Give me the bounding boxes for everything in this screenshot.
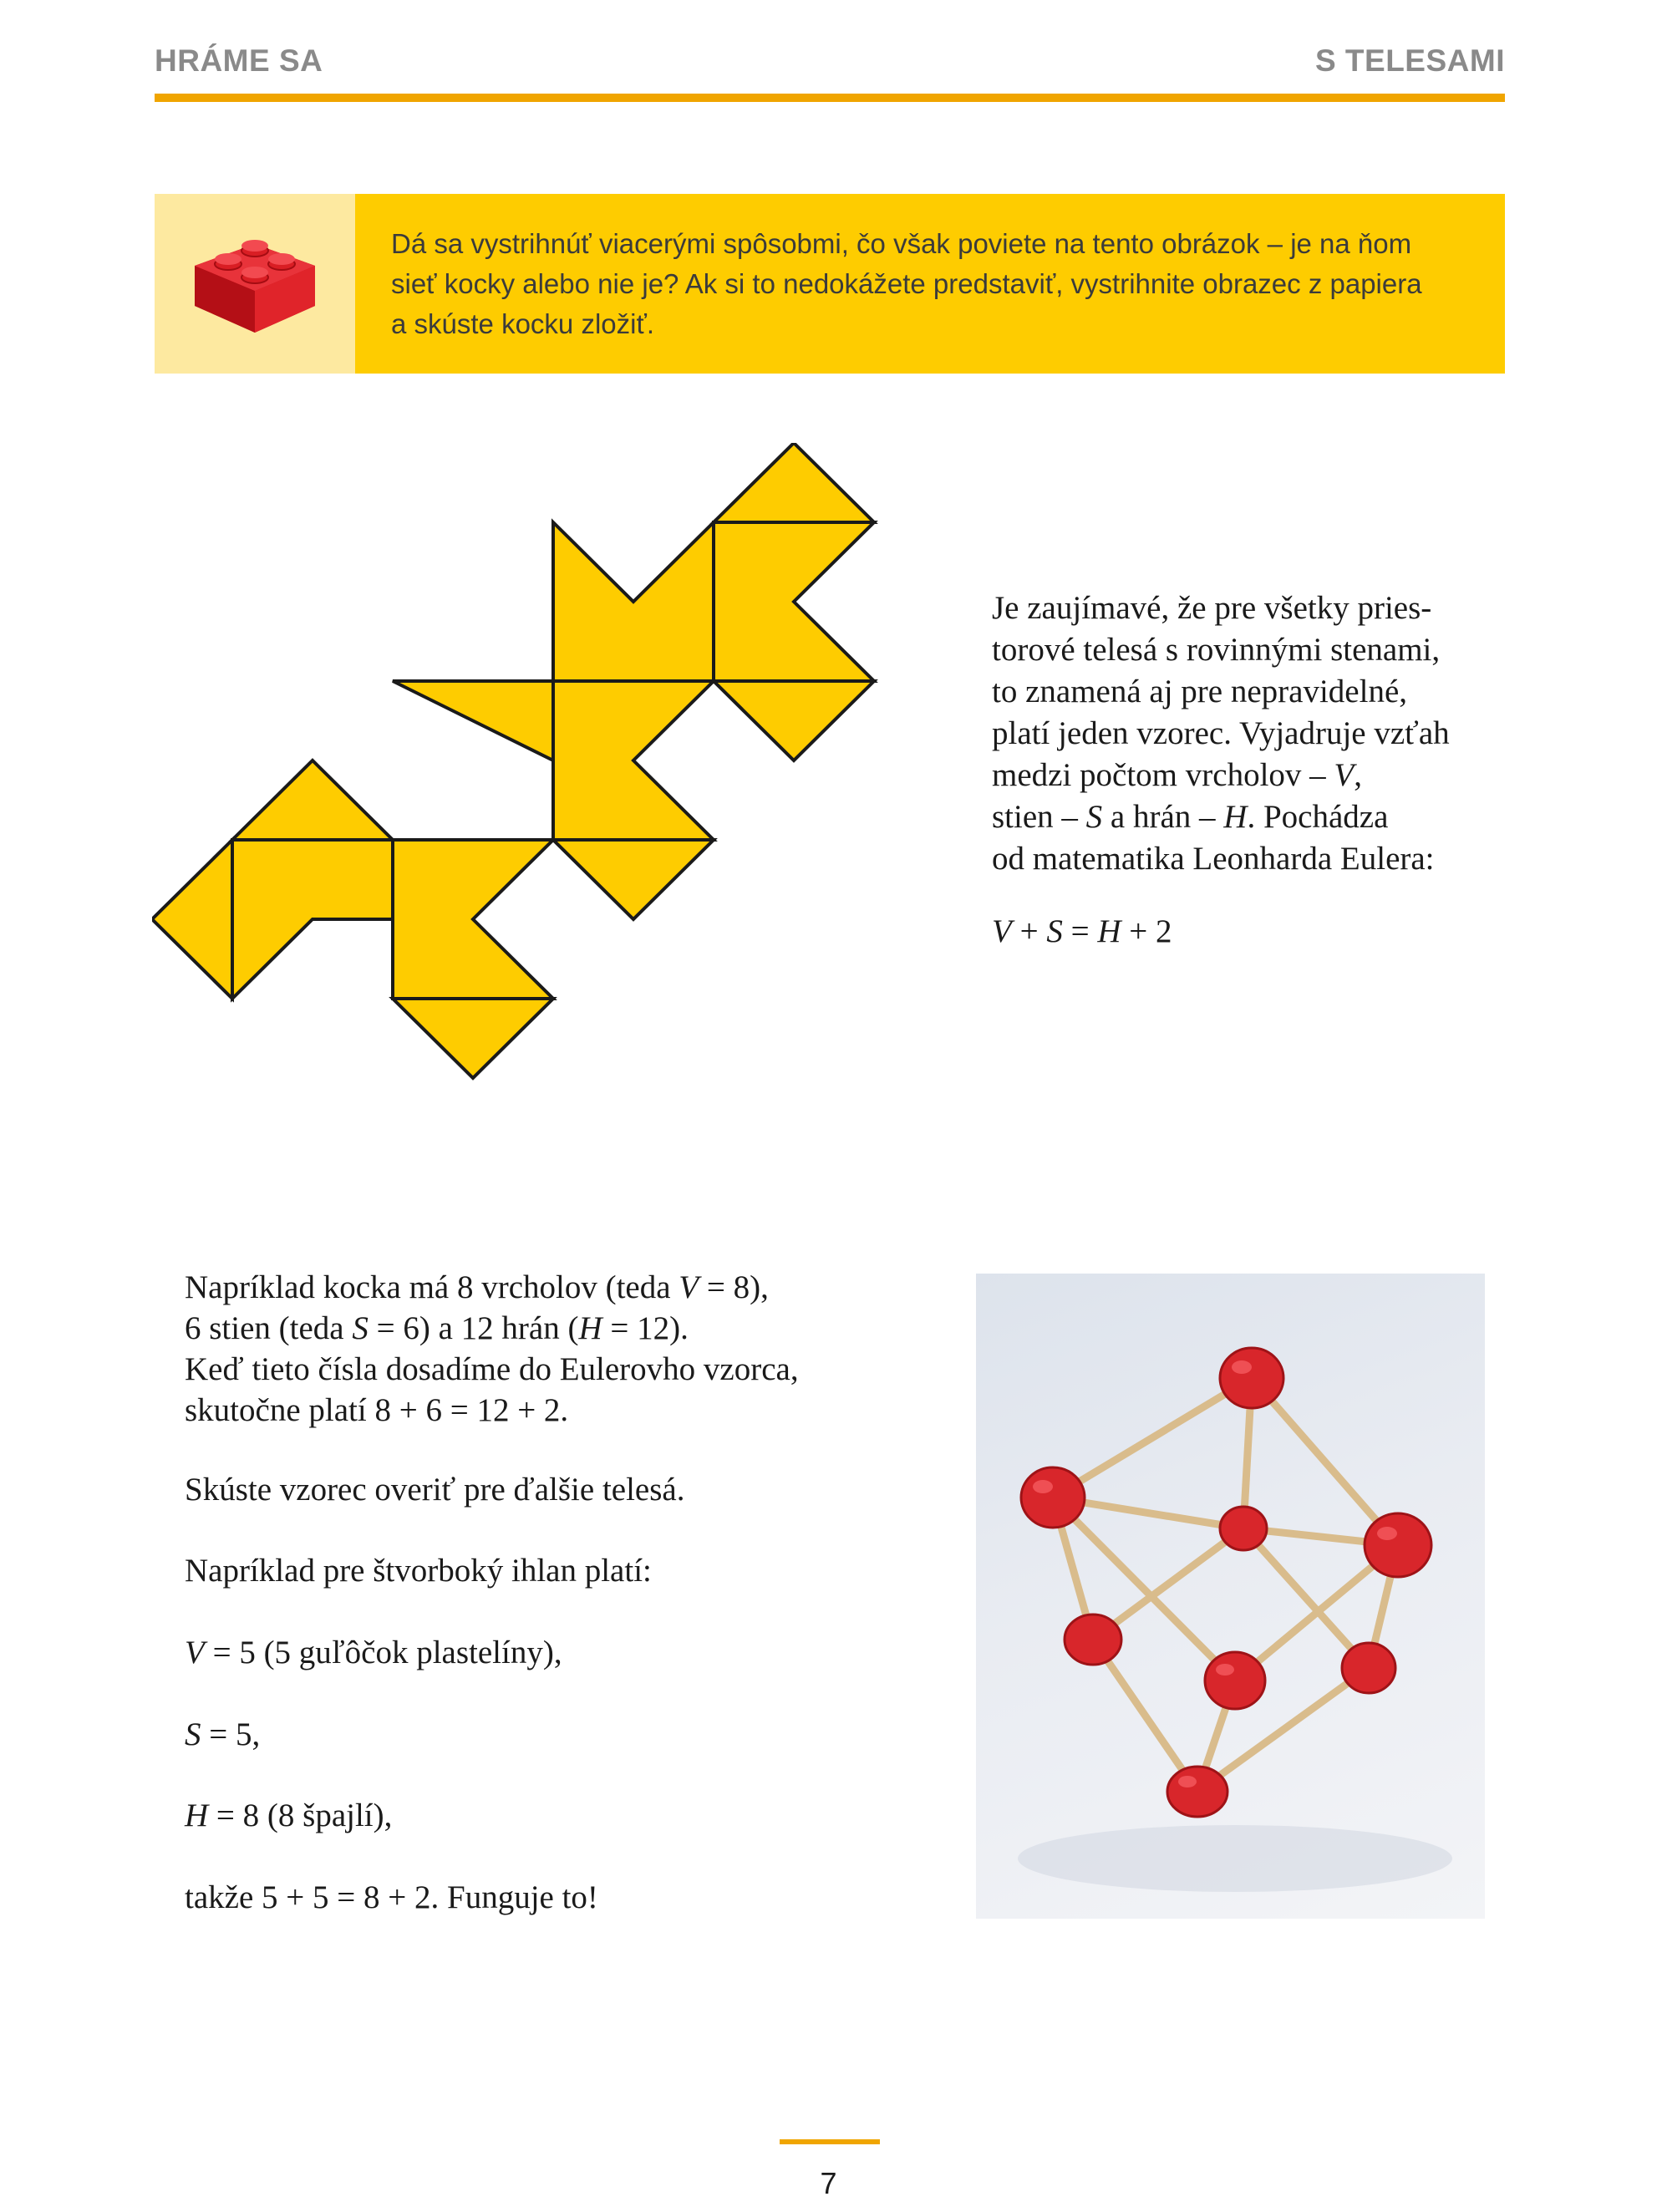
operator: + 2 <box>1121 913 1172 949</box>
text-line <box>992 796 1510 838</box>
text-line: od matematika Leonharda Eulera: <box>992 841 1435 877</box>
plasticine-ball <box>1021 1467 1085 1528</box>
variable: H <box>1223 799 1248 835</box>
pyramid-faces <box>185 1716 260 1753</box>
text-fragment: = 8), <box>699 1269 769 1305</box>
variable: S <box>1085 799 1103 835</box>
pyramid-vertices <box>185 1634 562 1671</box>
variable: S <box>352 1310 369 1346</box>
page-number: 7 <box>820 2166 837 2200</box>
plasticine-ball <box>1220 1507 1267 1550</box>
pyramid-edges <box>185 1797 392 1834</box>
text-line <box>992 755 1510 796</box>
plasticine-ball <box>1065 1615 1121 1665</box>
tip-line: sieť kocky alebo nie je? Ak si to nedokážete predstaviť, vystrihnite obrazec z papiera <box>391 268 1422 299</box>
text-line <box>185 1267 937 1308</box>
tip-line: Dá sa vystrihnúť viacerými spôsobmi, čo však poviete na tento obrázok – je na ňom <box>391 228 1412 259</box>
variable: V <box>185 1635 205 1670</box>
example-paragraph <box>185 1267 937 1431</box>
text-fragment: , <box>1354 757 1362 793</box>
net-piece <box>152 840 232 999</box>
variable: V <box>679 1269 699 1305</box>
header-section-left: HRÁME SA <box>155 43 323 78</box>
text-fragment: = 12). <box>602 1310 689 1346</box>
variable: V <box>992 913 1012 949</box>
text-fragment: = 8 (8 špajlí), <box>208 1798 393 1833</box>
net-piece <box>553 840 714 919</box>
tip-icon-cell <box>155 194 355 374</box>
variable: S <box>185 1716 201 1752</box>
plasticine-cube-illustration <box>976 1274 1485 1919</box>
net-piece <box>232 760 393 840</box>
pyramid-intro: Napríklad pre štvorboký ihlan platí: <box>185 1553 652 1589</box>
net-shapes <box>152 443 874 1078</box>
text-line: platí jeden vzorec. Vyjadruje vzťah <box>992 715 1450 751</box>
text-line: Keď tieto čísla dosadíme do Eulerovho vzorca, <box>185 1351 799 1387</box>
text-fragment: 6 stien (teda <box>185 1310 353 1346</box>
footer-divider <box>780 2139 880 2144</box>
variable: S <box>1046 913 1063 949</box>
header-divider <box>155 94 1505 102</box>
text-fragment: = 6) a 12 hrán ( <box>368 1310 579 1346</box>
tip-box <box>155 194 1505 374</box>
verify-paragraph: Skúste vzorec overiť pre ďalšie telesá. <box>185 1472 685 1508</box>
tip-text <box>391 224 1469 344</box>
lego-brick-icon <box>188 226 322 343</box>
text-fragment: medzi počtom vrcholov – <box>992 757 1334 793</box>
text-line: torové telesá s rovinnými stenami, <box>992 632 1441 668</box>
header-section-right: S TELESAMI <box>1314 43 1505 78</box>
net-piece <box>714 443 874 522</box>
variable: H <box>1097 913 1121 949</box>
net-piece <box>714 522 874 681</box>
text-fragment: stien – <box>992 799 1086 835</box>
conclusion: takže 5 + 5 = 8 + 2. Funguje to! <box>185 1879 598 1915</box>
text-line: Je zaujímavé, že pre všetky pries- <box>992 590 1432 626</box>
text-line: to znamená aj pre nepravidelné, <box>992 674 1408 709</box>
text-fragment: a hrán – <box>1102 799 1224 835</box>
text-fragment: = 5 (5 guľôčok plastelíny), <box>204 1635 562 1670</box>
euler-formula <box>992 913 1172 950</box>
plasticine-ball <box>1220 1348 1283 1408</box>
variable: H <box>185 1798 209 1833</box>
text-line <box>185 1308 937 1349</box>
text-fragment: = 5, <box>201 1716 261 1752</box>
net-piece <box>553 522 714 681</box>
tip-line: a skúste kocku zložiť. <box>391 308 654 339</box>
plasticine-ball <box>1167 1767 1228 1817</box>
variable: V <box>1334 757 1355 793</box>
operator: = <box>1062 913 1098 949</box>
net-piece <box>714 681 874 760</box>
cube-net-figure <box>152 443 887 1095</box>
net-piece <box>393 999 553 1078</box>
plasticine-ball <box>1342 1643 1395 1693</box>
variable: H <box>578 1310 602 1346</box>
text-fragment: . Pochádza <box>1247 799 1389 835</box>
text-line: skutočne platí 8 + 6 = 12 + 2. <box>185 1392 569 1428</box>
euler-paragraph <box>992 587 1510 880</box>
cube-model-photo <box>976 1274 1485 1919</box>
plasticine-ball <box>1365 1513 1431 1577</box>
text-fragment: Napríklad kocka má 8 vrcholov (teda <box>185 1269 679 1305</box>
operator: + <box>1011 913 1047 949</box>
plasticine-ball <box>1205 1652 1265 1709</box>
